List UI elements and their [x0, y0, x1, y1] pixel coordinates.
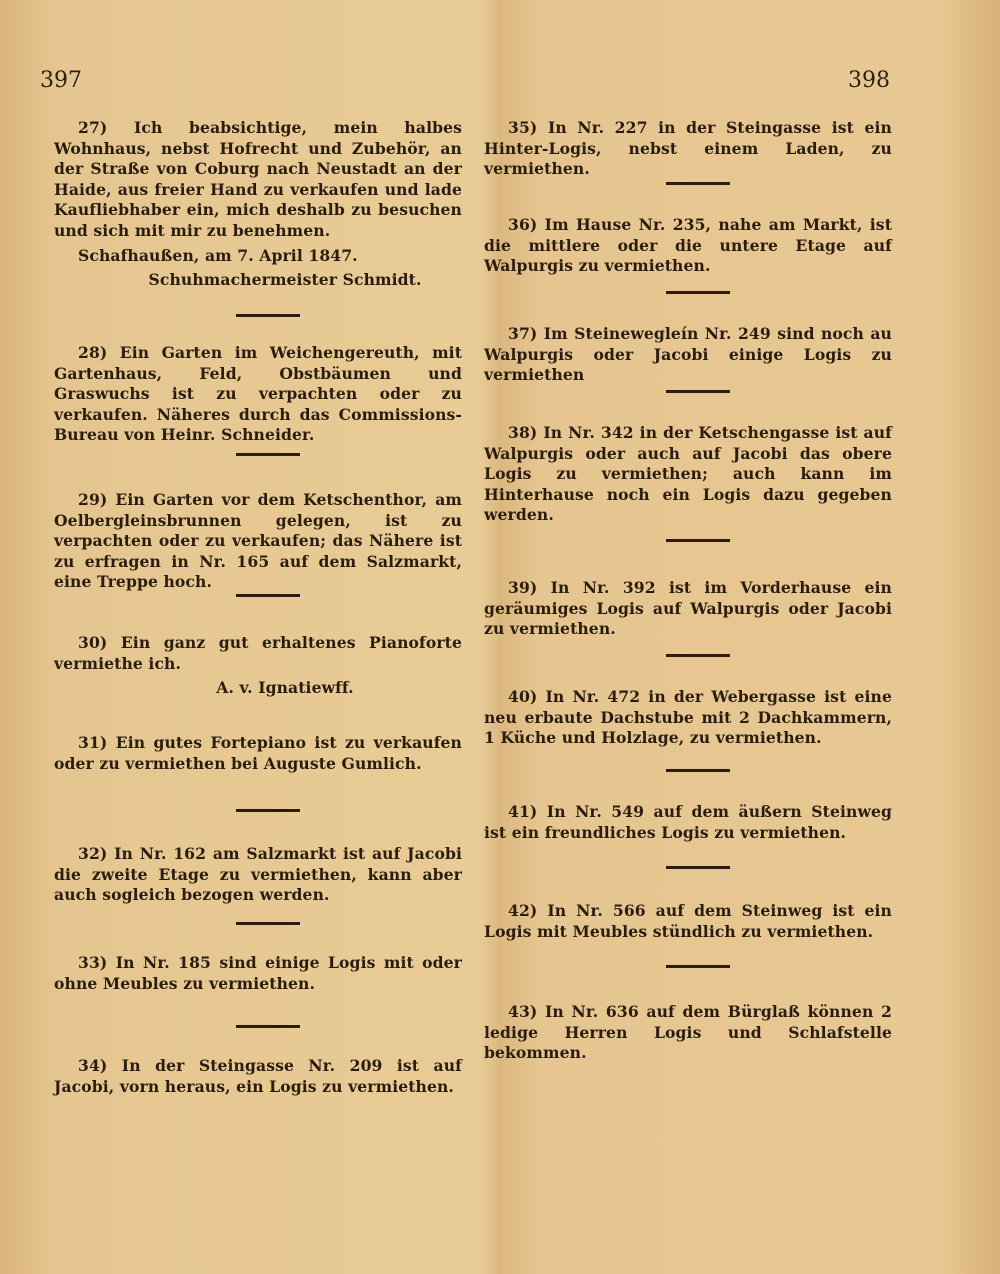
- separator-rule: [666, 769, 730, 772]
- notice-41: [484, 802, 892, 844]
- notice-37: [484, 324, 892, 385]
- notice-28: [54, 343, 462, 445]
- notice-42: [484, 901, 892, 943]
- notice-40: [484, 687, 892, 749]
- notice-35: [484, 118, 892, 179]
- notice-text: 30) Ein ganz gut erhaltenes Pianoforte vermiethe ich.: [54, 633, 462, 673]
- separator-rule: [666, 654, 730, 657]
- right-column: [484, 118, 892, 1063]
- notice-text: 33) In Nr. 185 sind einige Logis mit oder ohne Meubles zu vermiethen.: [54, 953, 462, 993]
- notice-text: 34) In der Steingasse Nr. 209 ist auf Jacobi, vorn heraus, ein Logis zu vermiethen.: [54, 1056, 462, 1096]
- notice-text: 29) Ein Garten vor dem Ketschenthor, am Oelbergleinsbrunnen gelegen, ist zu verpachten oder zu verkaufen; das Nähere ist zu erfragen in Nr. 165 auf dem Salzmarkt, eine Treppe hoch.: [54, 490, 462, 592]
- separator-rule: [236, 594, 300, 597]
- notice-text: 39) In Nr. 392 ist im Vorderhause ein geräumiges Logis auf Walpurgis oder Jacobi zu vermiethen.: [484, 578, 892, 639]
- separator-rule: [236, 922, 300, 925]
- page-number-left: 397: [40, 68, 82, 93]
- separator-rule: [236, 809, 300, 812]
- notice-text: 42) In Nr. 566 auf dem Steinweg ist ein Logis mit Meubles stündlich zu vermiethen.: [484, 901, 892, 941]
- notice-30: [54, 633, 462, 698]
- separator-rule: [666, 182, 730, 185]
- notice-signature: A. v. Ignatiewff.: [216, 678, 354, 698]
- notice-signature: Schuhmachermeister Schmidt.: [148, 270, 422, 290]
- notice-text: 28) Ein Garten im Weichengereuth, mit Gartenhaus, Feld, Obstbäumen und Graswuchs ist zu verpachten oder zu verkaufen. Näheres durch das Commissions-Bureau von Heinr. Schneider.: [54, 343, 462, 445]
- notice-text: 31) Ein gutes Fortepiano ist zu verkaufen oder zu vermiethen bei Auguste Gumlich.: [54, 733, 462, 773]
- notice-29: [54, 490, 462, 592]
- separator-rule: [236, 1025, 300, 1028]
- separator-rule: [666, 291, 730, 294]
- page-number-right: 398: [848, 68, 890, 93]
- separator-rule: [666, 965, 730, 968]
- notice-text: 38) In Nr. 342 in der Ketschengasse ist auf Walpurgis oder auch auf Jacobi das obere Logis zu vermiethen; auch kann im Hinterhause noch ein Logis dazu gegeben werden.: [484, 423, 892, 525]
- notice-39: [484, 578, 892, 640]
- notice-33: [54, 953, 462, 995]
- notice-32: [54, 844, 462, 906]
- notice-text: 27) Ich beabsichtige, mein halbes Wohnhaus, nebst Hofrecht und Zubehör, an der Straße von Coburg nach Neustadt an der Haide, aus freier Hand zu verkaufen und lade Kaufliebhaber ein, mich deshalb zu besuchen und sich mit mir zu benehmen.: [54, 118, 462, 240]
- notice-text: 41) In Nr. 549 auf dem äußern Steinweg ist ein freundliches Logis zu vermiethen.: [484, 802, 892, 842]
- separator-rule: [666, 539, 730, 542]
- notice-place-date: Schafhaußen, am 7. April 1847.: [78, 245, 358, 265]
- separator-rule: [666, 866, 730, 869]
- notice-text: 32) In Nr. 162 am Salzmarkt ist auf Jacobi die zweite Etage zu vermiethen, kann aber auch sogleich bezogen werden.: [54, 844, 462, 905]
- separator-rule: [236, 314, 300, 317]
- notice-36: [484, 215, 892, 277]
- notice-text: 37) Im Steinewegleín Nr. 249 sind noch au Walpurgis oder Jacobi einige Logis zu vermiethen: [484, 324, 892, 385]
- notice-text: 40) In Nr. 472 in der Webergasse ist eine neu erbaute Dachstube mit 2 Dachkammern, 1 Küche und Holzlage, zu vermiethen.: [484, 687, 892, 748]
- separator-rule: [236, 453, 300, 456]
- notice-34: [54, 1056, 462, 1098]
- notice-38: [484, 423, 892, 525]
- notice-43: [484, 1002, 892, 1063]
- notice-text: 36) Im Hause Nr. 235, nahe am Markt, ist die mittlere oder die untere Etage auf Walpurgis zu vermiethen.: [484, 215, 892, 276]
- notice-27: [54, 118, 462, 290]
- separator-rule: [666, 390, 730, 393]
- left-column: [54, 118, 462, 1098]
- notice-31: [54, 733, 462, 775]
- notice-text: 43) In Nr. 636 auf dem Bürglaß können 2 ledige Herren Logis und Schlafstelle bekommen.: [484, 1002, 892, 1063]
- notice-text: 35) In Nr. 227 in der Steingasse ist ein Hinter-Logis, nebst einem Laden, zu vermiethen.: [484, 118, 892, 179]
